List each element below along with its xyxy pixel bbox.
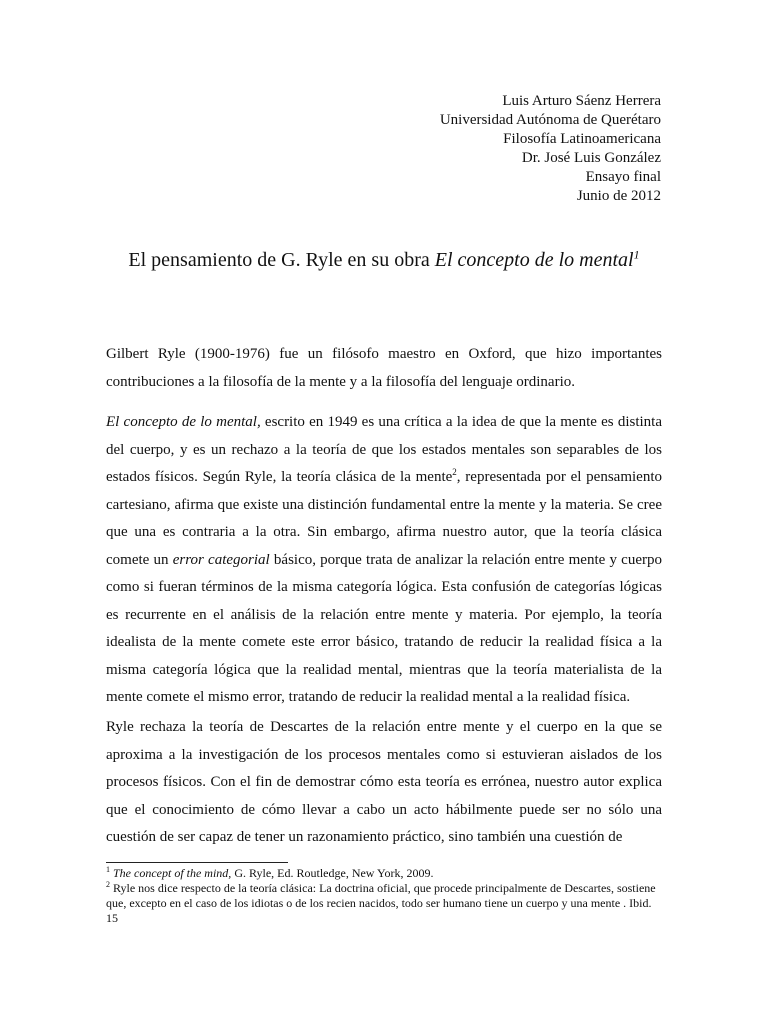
professor-name: Dr. José Luis González <box>521 150 661 166</box>
footnote-1-italic: The concept of the mind, <box>113 866 232 880</box>
footnote-separator <box>106 862 288 863</box>
footnote-1-number: 1 <box>106 865 110 874</box>
paragraph-2-italic-term: error categorial <box>172 551 270 568</box>
footnote-2-text: Ryle nos dice respecto de la teoría clásica: La doctrina oficial, que procede principalmente de Descartes, sostiene que, excepto en el caso de los idiotas o de los recien nacidos, todo ser humano tiene un cuerpo y una mente . Ibid. 15 <box>106 881 656 925</box>
paragraph-2-part-1: escrito en 1949 es una crítica a la idea de que la mente es distinta del cuerpo, y es un rechazo a la teoría de que los estados mentales son separables de los estados físicos. Según Ryle, la teoría clásica de la mente <box>106 414 662 485</box>
paragraph-1: Gilbert Ryle (1900-1976) fue un filósofo maestro en Oxford, que hizo importantes contribuciones a la filosofía de la mente y a la filosofía del lenguaje ordinario. <box>106 346 662 390</box>
footnote-1-text: G. Ryle, Ed. Routledge, New York, 2009. <box>231 866 434 880</box>
paragraph-2-italic-lead: El concepto de lo mental, <box>106 414 261 430</box>
title-footnote-ref: 1 <box>633 247 640 262</box>
document-type: Ensayo final <box>585 169 661 185</box>
document-title <box>0 246 768 274</box>
footnote-2 <box>106 881 666 926</box>
university-name: Universidad Autónoma de Querétaro <box>439 112 661 128</box>
footnote-2-number: 2 <box>106 880 110 889</box>
title-italic: El concepto de lo mental <box>434 249 634 271</box>
author-header <box>440 92 661 206</box>
footnotes <box>106 866 666 926</box>
paragraph-2-part-2: , representada por el pensamiento cartesiano, afirma que existe una distinción fundamental entre la mente y la materia. Se cree que una es contraria a la otra. Sin embargo, afirma nuestro autor, que la teoría clásica comete un <box>106 469 662 568</box>
footnote-1 <box>106 866 666 881</box>
paragraph-2-footnote-ref: 2 <box>452 467 457 477</box>
document-date: Junio de 2012 <box>576 188 661 204</box>
title-plain: El pensamiento de G. Ryle en su obra <box>128 249 435 271</box>
paragraph-2-part-3: básico, porque trata de analizar la relación entre mente y cuerpo como si fueran términos de la misma categoría lógica. Esta confusión de categorías lógicas es recurrente en el análisis de la relación entre mente y materia. Por ejemplo, la teoría idealista de la mente comete este error básico, tratando de reducir la realidad física a la misma categoría lógica que la realidad mental, mientras que la teoría materialista de la mente comete el mismo error, tratando de reducir la realidad mental a la realidad física. <box>106 551 662 705</box>
paragraph-3: Ryle rechaza la teoría de Descartes de la relación entre mente y el cuerpo en la que se aproxima a la investigación de los procesos mentales como si estuvieran aislados de los procesos físicos. Con el fin de demostrar cómo esta teoría es errónea, nuestro autor explica que el conocimiento de cómo llevar a cabo un acto hábilmente puede ser no sólo una cuestión de ser capaz de tener un razonamiento práctico, sino también una cuestión de <box>106 719 662 845</box>
paragraph-2 <box>106 409 662 712</box>
course-name: Filosofía Latinoamericana <box>503 131 661 147</box>
author-name: Luis Arturo Sáenz Herrera <box>502 93 661 109</box>
